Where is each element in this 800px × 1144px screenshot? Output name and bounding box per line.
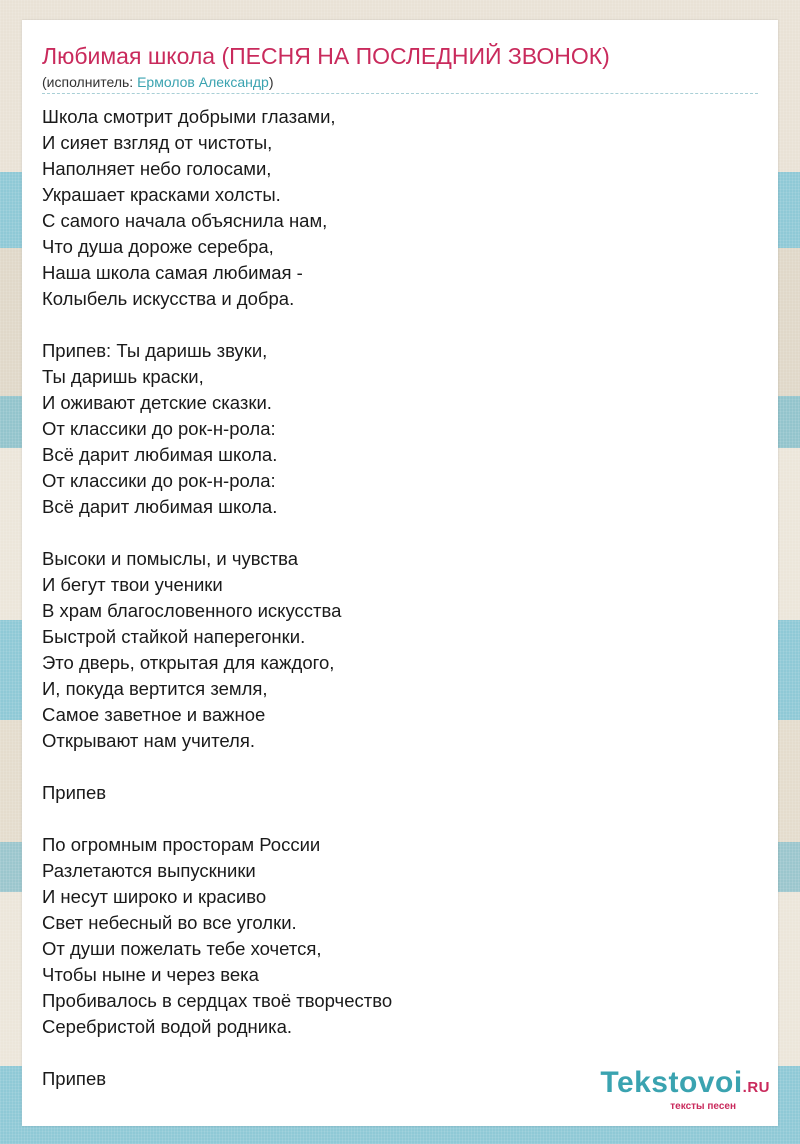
lyric-line: Украшает красками холсты.: [42, 184, 281, 205]
lyric-line: Всё дарит любимая школа.: [42, 444, 278, 465]
artist-suffix: ): [268, 74, 274, 90]
lyric-line: Припев: Ты даришь звуки,: [42, 340, 268, 361]
stanza-gap: [42, 312, 392, 338]
song-title: Любимая школа (ПЕСНЯ НА ПОСЛЕДНИЙ ЗВОНОК): [42, 43, 610, 69]
lyric-line: От классики до рок-н-рола:: [42, 470, 276, 491]
lyrics-sheet: [22, 20, 778, 1126]
lyric-line: Школа смотрит добрыми глазами,: [42, 106, 336, 127]
stanza-gap: [42, 1040, 392, 1066]
lyric-line: Открывают нам учителя.: [42, 730, 256, 751]
lyric-line: От души пожелать тебе хочется,: [42, 938, 322, 959]
lyric-line: Припев: [42, 1068, 107, 1089]
lyric-line: По огромным просторам России: [42, 834, 321, 855]
lyric-line: И бегут твои ученики: [42, 574, 223, 595]
lyric-line: В храм благословенного искусства: [42, 600, 342, 621]
lyric-line: Всё дарит любимая школа.: [42, 496, 278, 517]
lyric-line: Колыбель искусства и добра.: [42, 288, 295, 309]
lyric-line: И несут широко и красиво: [42, 886, 267, 907]
lyric-line: И оживают детские сказки.: [42, 392, 272, 413]
logo-tagline: тексты песен: [670, 1101, 736, 1112]
lyric-line: И сияет взгляд от чистоты,: [42, 132, 273, 153]
stanza-gap: [42, 806, 392, 832]
lyric-line: Наша школа самая любимая -: [42, 262, 303, 283]
lyric-line: Свет небесный во все уголки.: [42, 912, 297, 933]
lyric-line: Серебристой водой родника.: [42, 1016, 293, 1037]
lyric-line: И, покуда вертится земля,: [42, 678, 268, 699]
stanza-gap: [42, 520, 392, 546]
stanza-gap: [42, 754, 392, 780]
lyric-line: Чтобы ныне и через века: [42, 964, 259, 985]
logo-tld: .RU: [742, 1079, 770, 1096]
artist-link[interactable]: Ермолов Александр: [137, 74, 269, 90]
lyrics-body: [42, 104, 392, 1092]
lyric-line: Наполняет небо голосами,: [42, 158, 272, 179]
lyric-line: Это дверь, открытая для каждого,: [42, 652, 335, 673]
lyric-line: От классики до рок-н-рола:: [42, 418, 276, 439]
logo-name: Tekstovoi: [600, 1066, 743, 1099]
lyric-line: Разлетаются выпускники: [42, 860, 256, 881]
lyric-line: Быстрой стайкой наперегонки.: [42, 626, 306, 647]
lyric-line: Самое заветное и важное: [42, 704, 266, 725]
artist-prefix: (исполнитель:: [42, 74, 138, 90]
lyric-line: Высоки и помыслы, и чувства: [42, 548, 298, 569]
dashed-divider: [42, 93, 758, 94]
artist-line: [42, 73, 273, 91]
lyric-line: Припев: [42, 782, 107, 803]
lyric-line: Пробивалось в сердцах твоё творчество: [42, 990, 393, 1011]
site-logo[interactable]: [600, 1067, 770, 1112]
lyric-line: С самого начала объяснила нам,: [42, 210, 328, 231]
lyric-line: Что душа дороже серебра,: [42, 236, 274, 257]
lyric-line: Ты даришь краски,: [42, 366, 204, 387]
